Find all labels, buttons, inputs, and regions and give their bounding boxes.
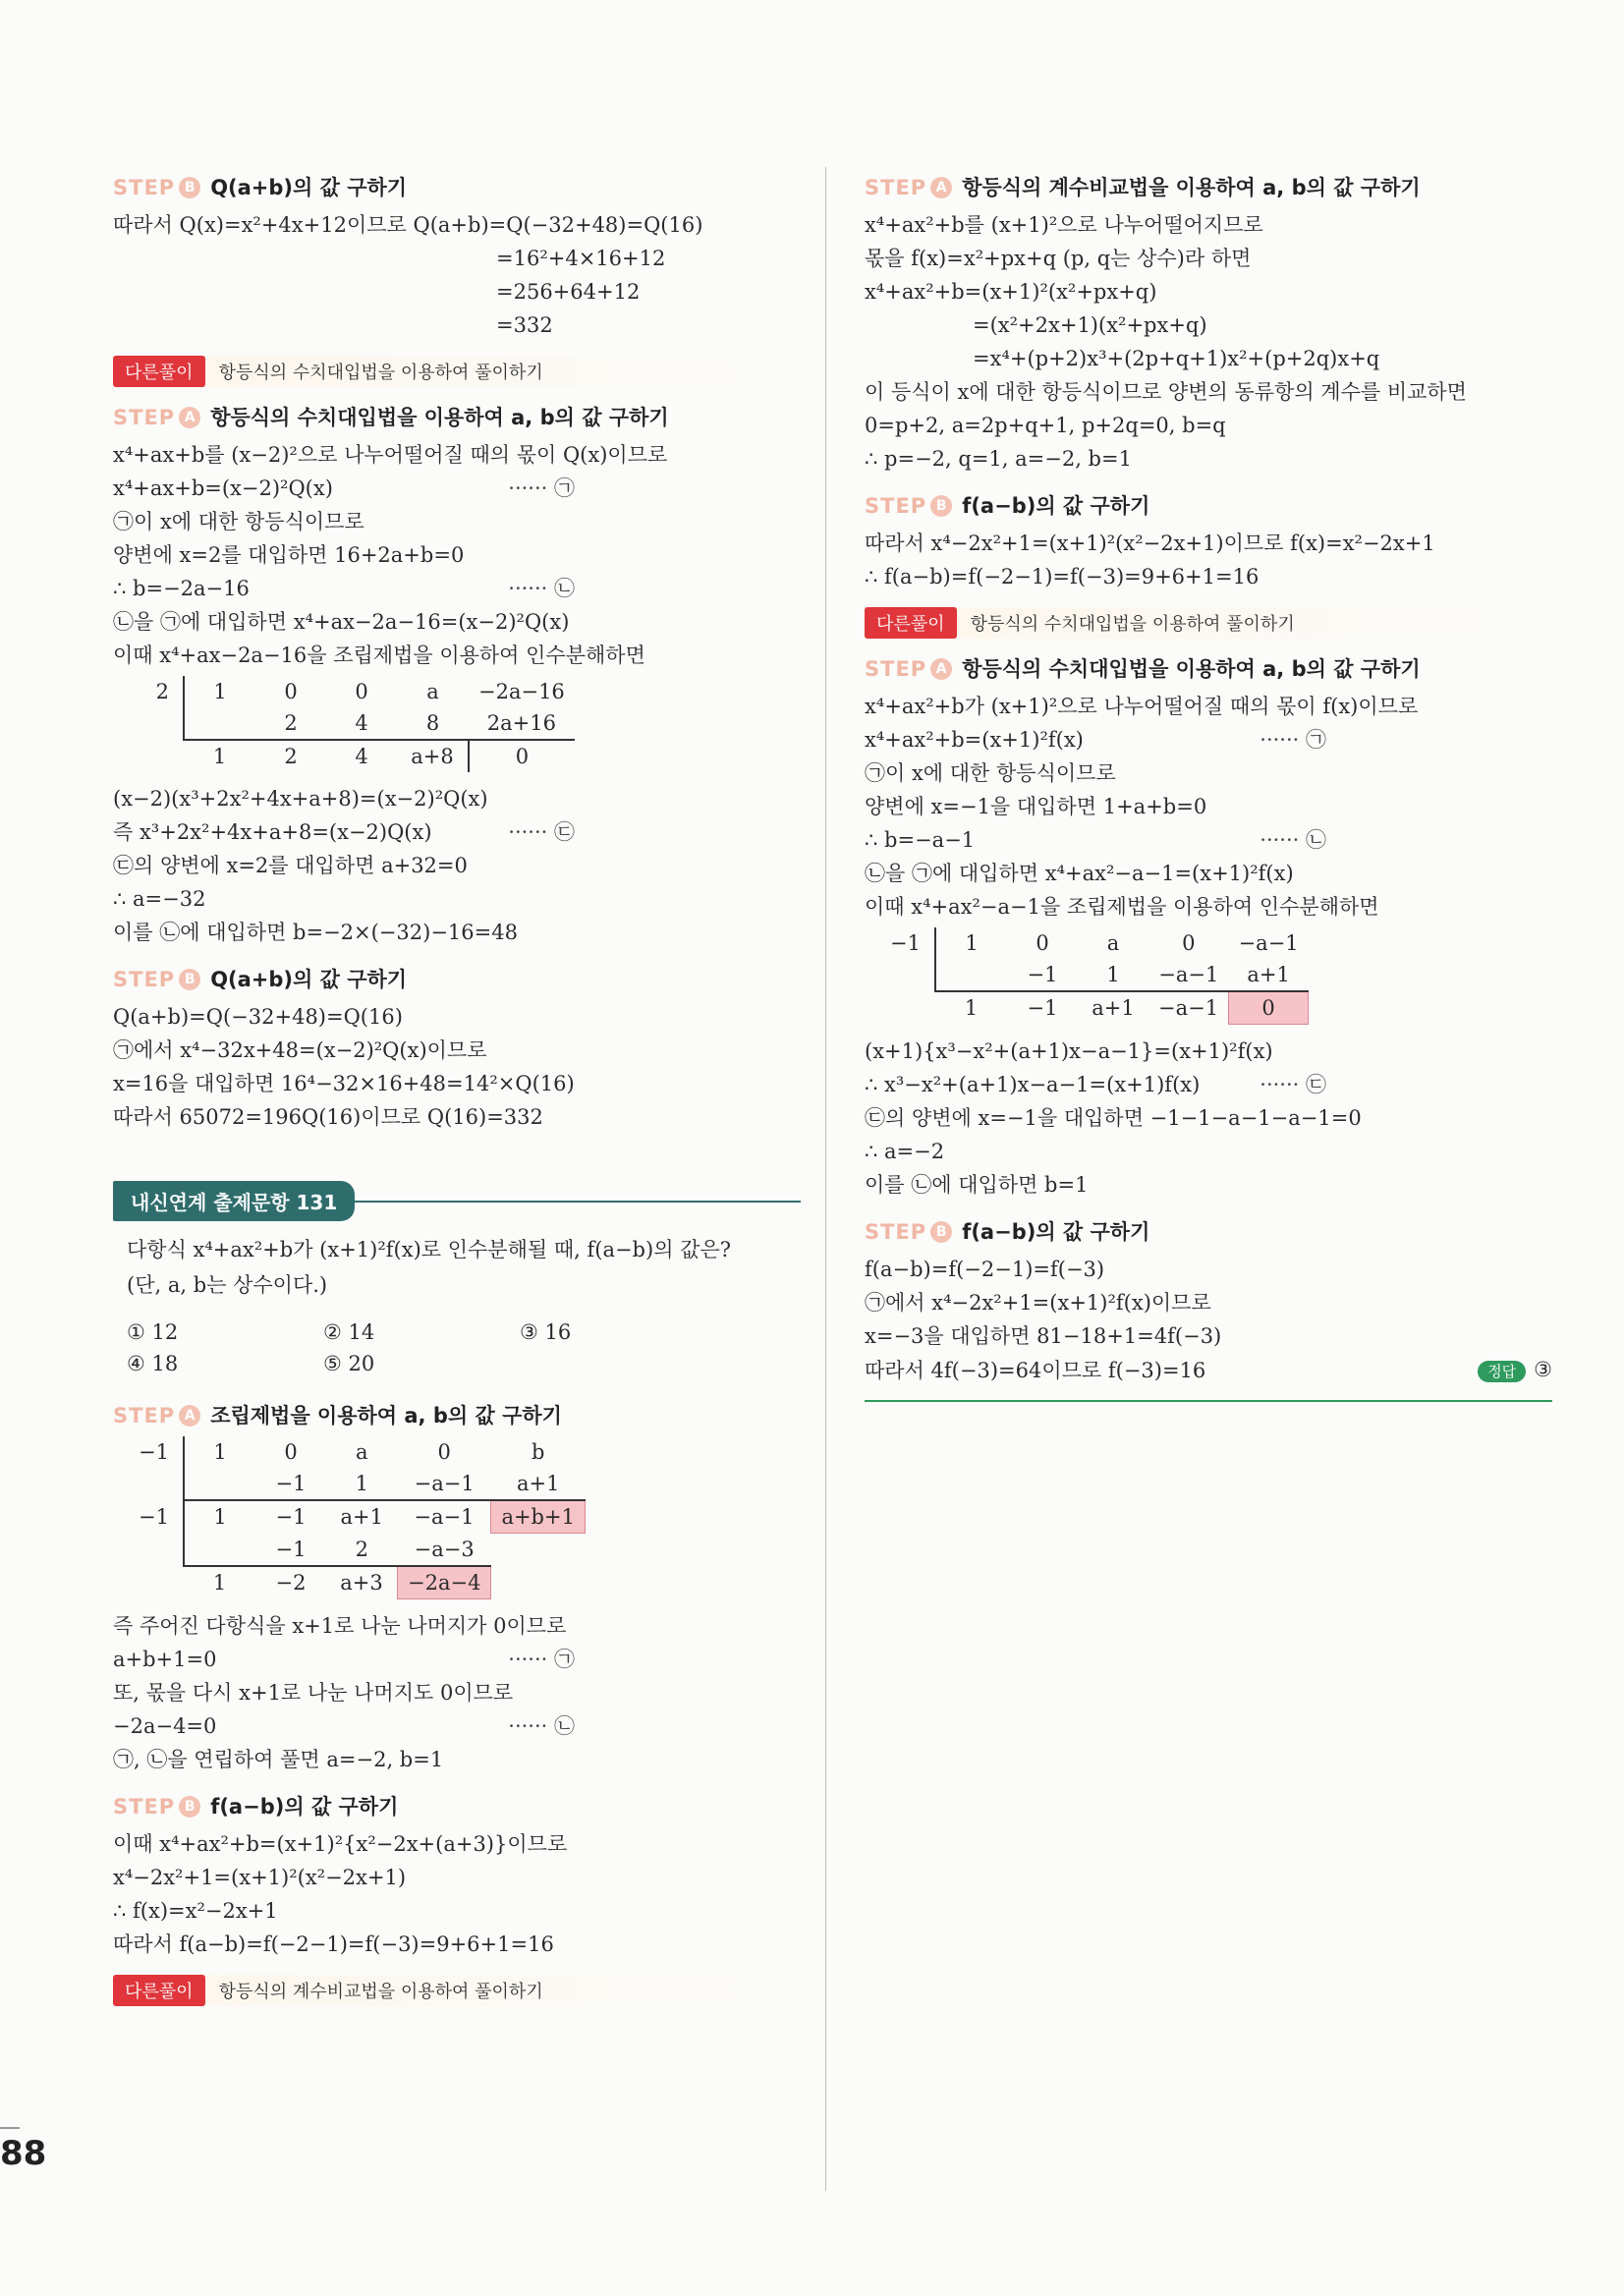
choice-1: ① 12 [127, 1320, 179, 1344]
choice-4: ④ 18 [127, 1352, 179, 1375]
choice-2: ② 14 [323, 1320, 375, 1344]
answer-row: 따라서 4f(−3)=64이므로 f(−3)=16 정답 ③ [865, 1358, 1552, 1382]
step-b-icon: B [930, 1221, 952, 1243]
synthetic-division-table: −1 1 0 a 0 b −1 1 −a−1 a+1 −1 1 −1 a+1 −a−1 a+b+1 −1 2 −a−3 1 −2 a+3 −2a−4 [113, 1436, 801, 1599]
alt-solution-banner: 다른풀이 항등식의 수치대입법을 이용하여 풀이하기 [113, 356, 801, 387]
step-a-icon: A [179, 1405, 200, 1427]
step-heading: STEP B f(a−b)의 값 구하기 [865, 1220, 1150, 1244]
synthetic-division-table: −1 1 0 a 0 −a−1 −1 1 −a−1 a+1 1 −1 a+1 −a−1 0 [865, 927, 1552, 1025]
step-a-icon: A [930, 177, 952, 198]
alt-solution-banner: 다른풀이 항등식의 수치대입법을 이용하여 풀이하기 [865, 607, 1552, 639]
answer-badge: 정답 [1478, 1361, 1526, 1382]
problem-text: 다항식 x⁴+ax²+b가 (x+1)²f(x)로 인수분해될 때, f(a−b)의 값은? (단, a, b는 상수이다.) [127, 1238, 731, 1297]
alt-solution-banner: 다른풀이 항등식의 계수비교법을 이용하여 풀이하기 [113, 1975, 801, 2006]
choice-3: ③ 16 [520, 1320, 572, 1344]
step-b-icon: B [179, 969, 200, 990]
left-column: STEP B Q(a+b)의 값 구하기 따라서 Q(x)=x²+4x+12이므로 Q(a+b)=Q(−32+48)=Q(16) =16²+4×16+12 =256+64+12 =332 다른풀이 항등식의 수치대입법을 이용하여 풀이하기 STEP A 항등식의 수치대입법을 이용하여 a, b의 값 구하기 x⁴+ax+b를 (x−2)²으로 나누어떨어질 때의 몫이 Q(x)이므로 x⁴+ax+b=(x−2)²Q(x) ······ ㉠ ㉠이 x에 대한 항등식이므로 양변에 x=2를 대입하면 16+2a+b=0 ∴ b=−2a−16 ······ ㉡ ㉡을 ㉠에 대입하면 x⁴+ax−2a−16=(x−2)²Q(x) 이때 x⁴+ax−2a−16을 조립제법을 이용하여 인수분해하면 2 1 0 0 a −2a−16 2 4 8 2a+16 1 2 4 a+8 0 (x−2)(x³+2x²+4x+a+8)=(x−2)²Q(x) 즉 x³+2x²+4x+a+8=(x−2)Q(x) ······ ㉢ ㉢의 양변에 x=2를 대입하면 a+32=0 ∴ a=−32 이를 ㉡에 대입하면 b=−2×(−32)−16=48 STEP B Q(a+b)의 값 구하기 Q(a+b)=Q(−32+48)=Q(16) ㉠에서 x⁴−32x+48=(x−2)²Q(x)이므로 x=16을 대입하면 16⁴−32×16+48=14²×Q(16) 따라서 65072=196Q(16)이므로 Q(16)=332 내신연계 출제문항 131 다항식 x⁴+ax²+b가 (x+1)²f(x)로 인수분해될 때, f(a−b)의 값은? (단, a, b는 상수이다.) ① 12 ② 14 ③ 16 ④ 18 ⑤ 20 STEP A 조립제법을 이용하여 a, b의 값 구하기 −1 1 0 a 0 b −1 1 −a−1 a+1 −1 1 −1 a+1 −a−1 a+b+1 −1 2 −a−3 1 −2 a+3 −2a−4 즉 주어진 다항식을 x+1로 나눈 나머지가 0이므로 a+b+1=0 ······ ㉠ 또, 몫을 다시 x+1로 나눈 나머지도 0이므로 −2a−4=0 ······ ㉡ ㉠, ㉡을 연립하여 풀면 a=−2, b=1 STEP B f(a−b)의 값 구하기 이때 x⁴+ax²+b=(x+1)²{x²−2x+(a+3)}이므로 x⁴−2x²+1=(x+1)²(x²−2x+1) ∴ f(x)=x²−2x+1 따라서 f(a−b)=f(−2−1)=f(−3)=9+6+1=16 다른풀이 항등식의 계수비교법을 이용하여 풀이하기 [113, 157, 801, 2012]
step-heading: STEP B Q(a+b)의 값 구하기 [113, 176, 408, 199]
answer-value: ③ [1534, 1358, 1552, 1381]
page-number: 88 [0, 2134, 47, 2173]
answer-choices [113, 1316, 801, 1379]
end-rule [865, 1400, 1552, 1402]
step-heading: STEP B f(a−b)의 값 구하기 [113, 1794, 399, 1819]
page-rule [0, 2127, 20, 2129]
step-heading: STEP B Q(a+b)의 값 구하기 [113, 968, 408, 991]
choice-5: ⑤ 20 [323, 1352, 375, 1375]
step-a-icon: A [930, 658, 952, 680]
step-heading: STEP A 항등식의 계수비교법을 이용하여 a, b의 값 구하기 [865, 176, 1421, 199]
step-heading: STEP B f(a−b)의 값 구하기 [865, 494, 1150, 518]
step-heading: STEP A 항등식의 수치대입법을 이용하여 a, b의 값 구하기 [865, 657, 1421, 681]
synthetic-division-table: 2 1 0 0 a −2a−16 2 4 8 2a+16 1 2 4 a+8 0 [113, 676, 801, 772]
step-a-icon: A [179, 407, 200, 428]
step-b-icon: B [179, 177, 200, 198]
exam-problem-banner: 내신연계 출제문항 131 [113, 1181, 801, 1222]
step-b-icon: B [930, 495, 952, 517]
step-b-icon: B [179, 1796, 200, 1818]
step-heading: STEP A 조립제법을 이용하여 a, b의 값 구하기 [113, 1404, 562, 1428]
right-column: STEP A 항등식의 계수비교법을 이용하여 a, b의 값 구하기 x⁴+ax²+b를 (x+1)²으로 나누어떨어지므로 몫을 f(x)=x²+px+q (p, q는 상수)라 하면 x⁴+ax²+b=(x+1)²(x²+px+q) =(x²+2x+1)(x²+px+q) =x⁴+(p+2)x³+(2p+q+1)x²+(p+2q)x+q 이 등식이 x에 대한 항등식이므로 양변의 동류항의 계수를 비교하면 0=p+2, a=2p+q+1, p+2q=0, b=q ∴ p=−2, q=1, a=−2, b=1 STEP B f(a−b)의 값 구하기 따라서 x⁴−2x²+1=(x+1)²(x²−2x+1)이므로 f(x)=x²−2x+1 ∴ f(a−b)=f(−2−1)=f(−3)=9+6+1=16 다른풀이 항등식의 수치대입법을 이용하여 풀이하기 STEP A 항등식의 수치대입법을 이용하여 a, b의 값 구하기 x⁴+ax²+b가 (x+1)²으로 나누어떨어질 때의 몫이 f(x)이므로 x⁴+ax²+b=(x+1)²f(x) ······ ㉠ ㉠이 x에 대한 항등식이므로 양변에 x=−1을 대입하면 1+a+b=0 ∴ b=−a−1 ······ ㉡ ㉡을 ㉠에 대입하면 x⁴+ax²−a−1=(x+1)²f(x) 이때 x⁴+ax²−a−1을 조립제법을 이용하여 인수분해하면 −1 1 0 a 0 −a−1 −1 1 −a−1 a+1 1 −1 a+1 −a−1 0 (x+1){x³−x²+(a+1)x−a−1}=(x+1)²f(x) ∴ x³−x²+(a+1)x−a−1=(x+1)f(x) ······ ㉢ ㉢의 양변에 x=−1을 대입하면 −1−1−a−1−a−1=0 ∴ a=−2 이를 ㉡에 대입하면 b=1 STEP B f(a−b)의 값 구하기 f(a−b)=f(−2−1)=f(−3) ㉠에서 x⁴−2x²+1=(x+1)²f(x)이므로 x=−3을 대입하면 81−18+1=4f(−3) 따라서 4f(−3)=64이므로 f(−3)=16 정답 ③ [865, 157, 1552, 1402]
column-divider [825, 167, 826, 2191]
step-heading: STEP A 항등식의 수치대입법을 이용하여 a, b의 값 구하기 [113, 406, 669, 429]
